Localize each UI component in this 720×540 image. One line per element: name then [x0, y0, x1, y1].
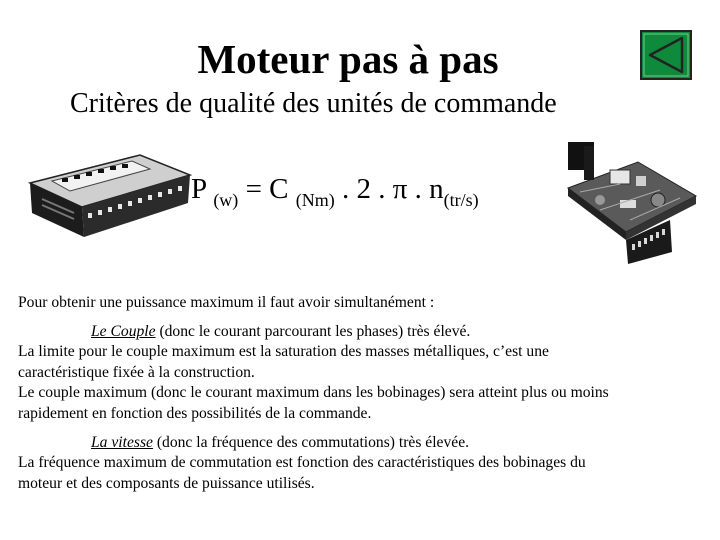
vitesse-heading: [18, 433, 708, 454]
vitesse-rest: (donc la fréquence des commutations) très élevée.: [152, 433, 470, 451]
formula-power: P: [191, 173, 207, 205]
back-arrow-icon: [640, 30, 692, 80]
couple-line-2: caractéristique fixée à la construction.: [18, 363, 255, 381]
page-title: Moteur pas à pas: [197, 36, 499, 82]
body-text: [18, 293, 708, 494]
formula-middle: . 2 . π . n: [334, 173, 444, 205]
power-formula: [191, 169, 479, 220]
driver-unit-photo: [22, 145, 194, 241]
couple-line-1: La limite pour le couple maximum est la saturation des masses métalliques, c’est une: [18, 343, 549, 361]
formula-equals: = C: [238, 173, 296, 205]
vitesse-term: La vitesse: [91, 433, 153, 451]
page-subtitle: Critères de qualité des unités de commande: [70, 88, 557, 119]
vitesse-line-1: La fréquence maximum de commutation est fonction des caractéristiques des bobinages du: [18, 454, 586, 472]
formula-torque-unit: (Nm): [295, 190, 335, 210]
formula-speed-unit: (tr/s): [443, 190, 479, 210]
couple-line-4: rapidement en fonction des possibilités de la commande.: [18, 404, 372, 422]
back-button[interactable]: [640, 30, 692, 80]
couple-term: Le Couple: [91, 322, 156, 340]
formula-power-unit: (w): [213, 190, 239, 210]
couple-heading: [18, 322, 708, 343]
circuit-board-photo: [560, 140, 700, 265]
vitesse-line-2: moteur et des composants de puissance utilisés.: [18, 474, 315, 492]
couple-line-3: Le couple maximum (donc le courant maximum dans les bobinages) sera atteint plus ou moins: [18, 384, 609, 402]
intro-line: Pour obtenir une puissance maximum il faut avoir simultanément :: [18, 294, 435, 311]
couple-rest: (donc le courant parcourant les phases) très élevé.: [155, 322, 471, 340]
